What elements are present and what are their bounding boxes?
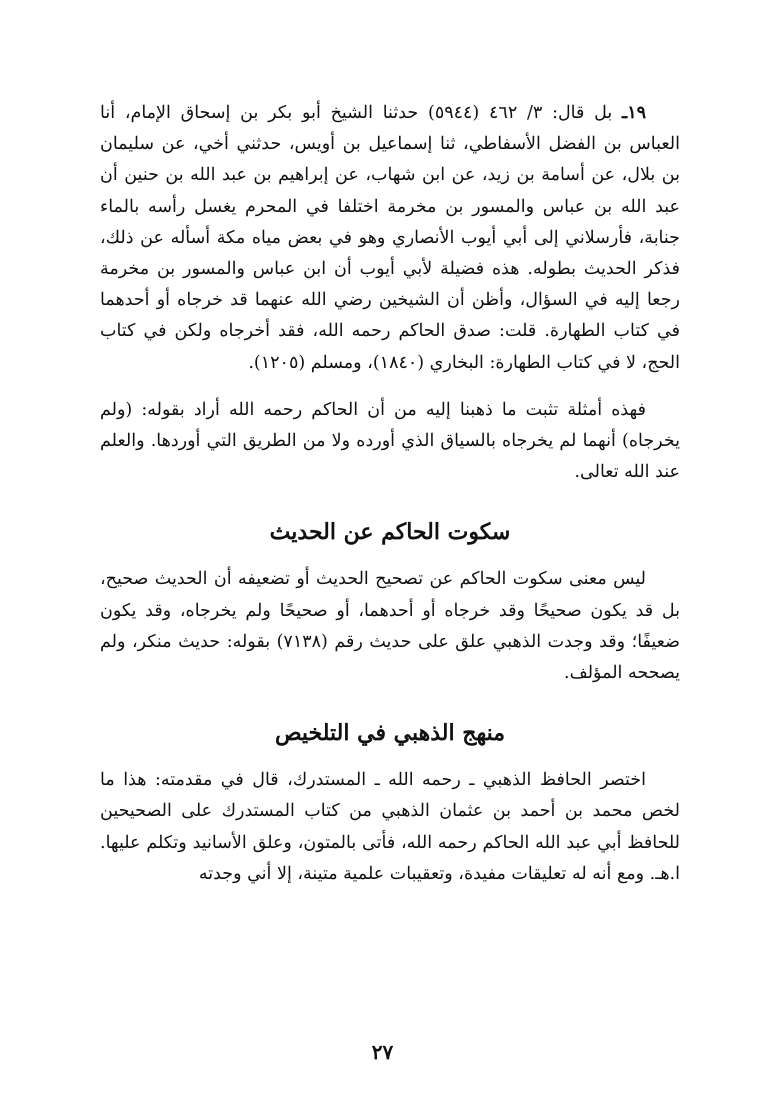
section-heading-dhahabi-method: منهج الذهبي في التلخيص bbox=[274, 720, 506, 747]
page-body bbox=[100, 98, 680, 890]
page-number: ٢٧ bbox=[371, 1040, 394, 1064]
item-number: ١٩ـ bbox=[622, 103, 646, 123]
paragraph-conclusion: فهذه أمثلة تثبت ما ذهبنا إليه من أن الحاكم رحمه الله أراد بقوله: (ولم يخرجاه) أنهما لم يخرجاه بالسياق الذي أورده ولا من الطريق التي أوردها. والعلم عند الله تعالى. bbox=[100, 399, 680, 483]
paragraph-hadith-19 bbox=[100, 98, 680, 379]
paragraph-hadith-19-text: بل قال: ٣/ ٤٦٢ (٥٩٤٤) حدثنا الشيخ أبو بكر بن إسحاق الإمام، أنا العباس بن الفضل الأسفاطي، ثنا إسماعيل بن أويس، حدثني أخي، عن سليمان بن بلال، عن أسامة بن زيد، عن ابن شهاب، عن إبراهيم بن عبد الله بن حنين أن عبد الله بن عباس والمسور بن مخرمة اختلفا في المحرم يغسل رأسه بالماء جنابة، فأرسلاني إلى أبي أيوب الأنصاري وهو في بعض مياه مكة أسأله عن ذلك، فذكر الحديث بطوله. هذه فضيلة لأبي أيوب أن ابن عباس والمسور بن مخرمة رجعا إليه في السؤال، وأظن أن الشيخين رضي الله عنهما قد خرجاه أو أحدهما في كتاب الطهارة. قلت: صدق الحاكم رحمه الله، فقد أخرجاه ولكن في كتاب الحج، لا في كتاب الطهارة: البخاري (١٨٤٠)، ومسلم (١٢٠٥). bbox=[100, 103, 680, 373]
section-heading-silence: سكوت الحاكم عن الحديث bbox=[269, 519, 511, 546]
paragraph-dhahabi: اختصر الحافظ الذهبي ـ رحمه الله ـ المستدرك، قال في مقدمته: هذا ما لخص محمد بن أحمد بن عثمان الذهبي من كتاب المستدرك على الصحيحين للحافظ أبي عبد الله الحاكم رحمه الله، فأتى بالمتون، وعلق الأسانيد وتكلم عليها. ا.هـ. ومع أنه له تعليقات مفيدة، وتعقيبات علمية متينة، إلا أني وجدته bbox=[100, 770, 680, 884]
paragraph-silence: ليس معنى سكوت الحاكم عن تصحيح الحديث أو تضعيفه أن الحديث صحيح، بل قد يكون صحيحًا وقد خرجاه أو أحدهما، أو صحيحًا ولم يخرجاه، وقد يكون ضعيفًا؛ وقد وجدت الذهبي علق على حديث رقم (٧١٣٨) بقوله: حديث منكر، ولم يصححه المؤلف. bbox=[100, 569, 680, 684]
